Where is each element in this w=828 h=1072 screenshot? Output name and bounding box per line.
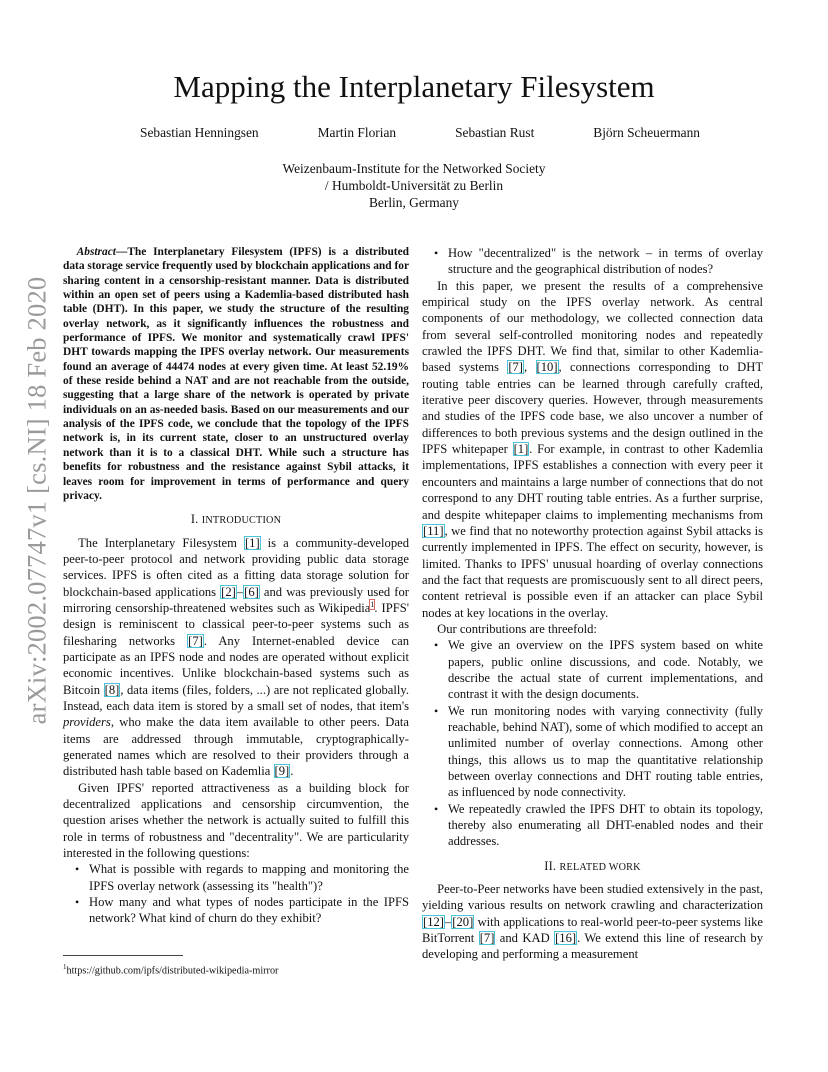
citation-link[interactable]: [7]	[508, 360, 523, 375]
author: Sebastian Rust	[455, 125, 535, 140]
affiliation	[0, 160, 828, 211]
question-item: • What is possible with regards to mapping and monitoring the IPFS overlay network (assessing its "health")?	[63, 861, 409, 894]
text-run: , connections corresponding to DHT routing table entries can be learned through carefully crafted, iterative peer discovery queries. However, through measurements and studies of the IPFS code base, we also uncover a number of differences to both previous systems and the design outlined in the IPFS whitepaper	[422, 360, 764, 457]
text-run: and KAD	[495, 931, 555, 946]
related-paragraph-1	[422, 881, 763, 963]
arxiv-stamp-text[interactable]: arXiv:2002.07747v1 [cs.NI] 18 Feb 2020	[21, 276, 52, 724]
text-run: .	[290, 764, 294, 779]
intro-paragraph-2: Given IPFS' reported attractiveness as a building block for decentralized applications and censorship circumvention, the question arises whether the network is actually suited to fulfill this role in terms of robustness and "decentrality". We are particularity interested in the following questions:	[63, 780, 409, 861]
research-questions-continued	[422, 245, 763, 278]
citation-link[interactable]: [9]	[274, 764, 290, 779]
footnote-mark: 1	[63, 963, 67, 971]
citation-link[interactable]: [6]	[244, 584, 259, 599]
text-run: The Interplanetary Filesystem	[78, 535, 244, 550]
affiliation-line: Weizenbaum-Institute for the Networked Society	[282, 161, 546, 176]
footnote-link[interactable]: 1	[370, 599, 375, 609]
contributions-intro: Our contributions are threefold:	[437, 621, 597, 636]
citation-link[interactable]: [16]	[555, 931, 577, 946]
text-run: –	[236, 584, 244, 599]
question-item: • How "decentralized" is the network – in terms of overlay structure and the geographical distribution of nodes?	[422, 245, 763, 278]
text-run: Peer-to-Peer networks have been studied extensively in the past, yielding various results on network crawling and characterization	[422, 882, 763, 913]
emphasis: providers	[63, 715, 111, 730]
text-run: –	[444, 914, 452, 929]
text-run: . IPFS' design is reminiscent to classical peer-to-peer systems such as filesharing networks	[63, 600, 409, 648]
citation-link[interactable]: [20]	[452, 914, 474, 929]
right-paragraph-1	[422, 278, 763, 621]
intro-paragraph-1	[63, 535, 409, 780]
contribution-item: • We repeatedly crawled the IPFS DHT to obtain its topology, thereby also enumerating all DHT-enabled nodes and their addresses.	[422, 801, 763, 850]
affiliation-line: / Humboldt-Universität zu Berlin	[324, 178, 504, 193]
abstract-text: —The Interplanetary Filesystem (IPFS) is a distributed data storage service frequently used by blockchain applications and for sharing content in a censorship-resistant manner. Data is distributed within an open set of peers using a Kademlia-based distributed hash table (DHT). In this paper, we study the structure of the resulting overlay network, as it significantly influences the robustness and performance of IPFS. We monitor and systematically crawl IPFS' DHT towards mapping the IPFS overlay network. Our measurements found an average of 44474 nodes at every given time. At least 52.19% of these reside behind a NAT and are not reachable from the outside, suggesting that a large share of the network is operated by private individuals on an as-needed basis. Based on our measurements and our analysis of the IPFS code, we conclude that the topology of the IPFS network is, in its current state, closer to an unstructured overlay network than it is to a classical DHT. While such a structure has benefits for robustness and the resistance against Sybil attacks, it leaves room for improvement in terms of performance and query privacy.	[63, 246, 409, 502]
right-column	[422, 245, 763, 963]
abstract-lead: Abstract	[76, 246, 116, 258]
section-number: I.	[190, 512, 199, 527]
text-run: In this paper, we present the results of a comprehensive empirical study on the IPFS overlay network. As central components of our methodology, we collected connection data from several self-controlled monitoring nodes and repeatedly crawled the IPFS DHT. We find that, similar to other Kademlia-based systems	[422, 278, 763, 375]
citation-link[interactable]: [8]	[104, 682, 120, 697]
citation-link[interactable]: [7]	[188, 633, 203, 648]
text-run: and was previously used for mirroring censorship-threatened websites such as Wikipedia	[63, 584, 409, 615]
text-run: , data items (files, folders, ...) are not replicated globally. Instead, each data item is stored by a small set of nodes, that item's	[63, 682, 409, 713]
text-run: , who make the data item available to other peers. Data items are addressed through immutable, cryptographically-generated names which are resolved to their providers through a distributed hash table based on Kademlia	[63, 715, 409, 779]
question-item: • How many and what types of nodes participate in the IPFS network? What kind of churn do they exhibit?	[63, 894, 409, 927]
text-run: ,	[524, 360, 536, 375]
section-title: RELATED WORK	[559, 861, 641, 873]
research-questions	[63, 861, 409, 926]
author: Martin Florian	[317, 125, 397, 140]
abstract	[63, 245, 409, 503]
text-run: , we find that no noteworthy protection against Sybil attacks is currently implemented in IPFS. The effect on security, however, is limited. Thanks to IPFS' unusual hoarding of overlay connections and the fact that requests are promiscuously sent to all direct peers, content retrieval is possible even if an attacker can place Sybil nodes at key locations in the overlay.	[422, 523, 763, 620]
arxiv-stamp[interactable]	[19, 260, 55, 740]
author-list	[140, 125, 700, 141]
section-title: INTRODUCTION	[201, 515, 282, 527]
author: Sebastian Henningsen	[140, 125, 259, 140]
footnote	[63, 961, 409, 977]
citation-link[interactable]: [12]	[423, 914, 444, 929]
citation-link[interactable]: [10]	[536, 360, 558, 375]
affiliation-line: Berlin, Germany	[369, 195, 459, 210]
section-number: II.	[544, 858, 557, 873]
contribution-item: • We give an overview on the IPFS system based on white papers, public online discussions, and code. Notably, we describe the actual state of current implementations, and contrast it with the design documents.	[422, 637, 763, 702]
citation-link[interactable]: [1]	[513, 442, 529, 457]
text-run: with applications to real-world peer-to-peer systems like BitTorrent	[422, 914, 763, 946]
author: Björn Scheuermann	[593, 125, 700, 140]
section-heading-introduction	[63, 511, 409, 529]
text-run: . Any Internet-enabled device can participate as an IPFS node and nodes are operated without explicit economic incentives. Unlike blockchain-based systems such as Bitcoin	[63, 633, 409, 697]
footnote-url[interactable]: https://github.com/ipfs/distributed-wikipedia-mirror	[66, 965, 279, 977]
contribution-item: • We run monitoring nodes with varying connectivity (fully reachable, behind NAT), some of which modified to accept an unlimited number of overlay connections. Among other things, this allows us to map the quantitative relationship between overlay connections and DHT routing table entries, as influenced by node connectivity.	[422, 703, 763, 801]
text-run: . For example, in contrast to other Kademlia implementations, IPFS establishes a connection with every peer it encounters and maintains a large number of connections that do not correspond to any DHT routing table entries. As a further surprise, and despite whitepaper claims to implementing mechanisms from	[422, 442, 763, 522]
contributions-list	[422, 637, 763, 849]
footnote-divider	[63, 955, 183, 956]
section-heading-related-work	[422, 858, 763, 876]
left-column	[63, 245, 409, 927]
paper-title: Mapping the Interplanetary Filesystem	[173, 69, 655, 104]
citation-link[interactable]: [2]	[221, 584, 236, 599]
citation-link[interactable]: [7]	[479, 931, 495, 946]
citation-link[interactable]: [11]	[423, 523, 444, 538]
citation-link[interactable]: [1]	[244, 535, 260, 550]
text-run: is a community-developed peer-to-peer protocol and network providing public data storage services. IPFS is often cited as a fitting data storage solution for blockchain-based applications	[63, 535, 409, 599]
text-run: . We extend this line of research by developing and performing a measurement	[422, 931, 764, 962]
